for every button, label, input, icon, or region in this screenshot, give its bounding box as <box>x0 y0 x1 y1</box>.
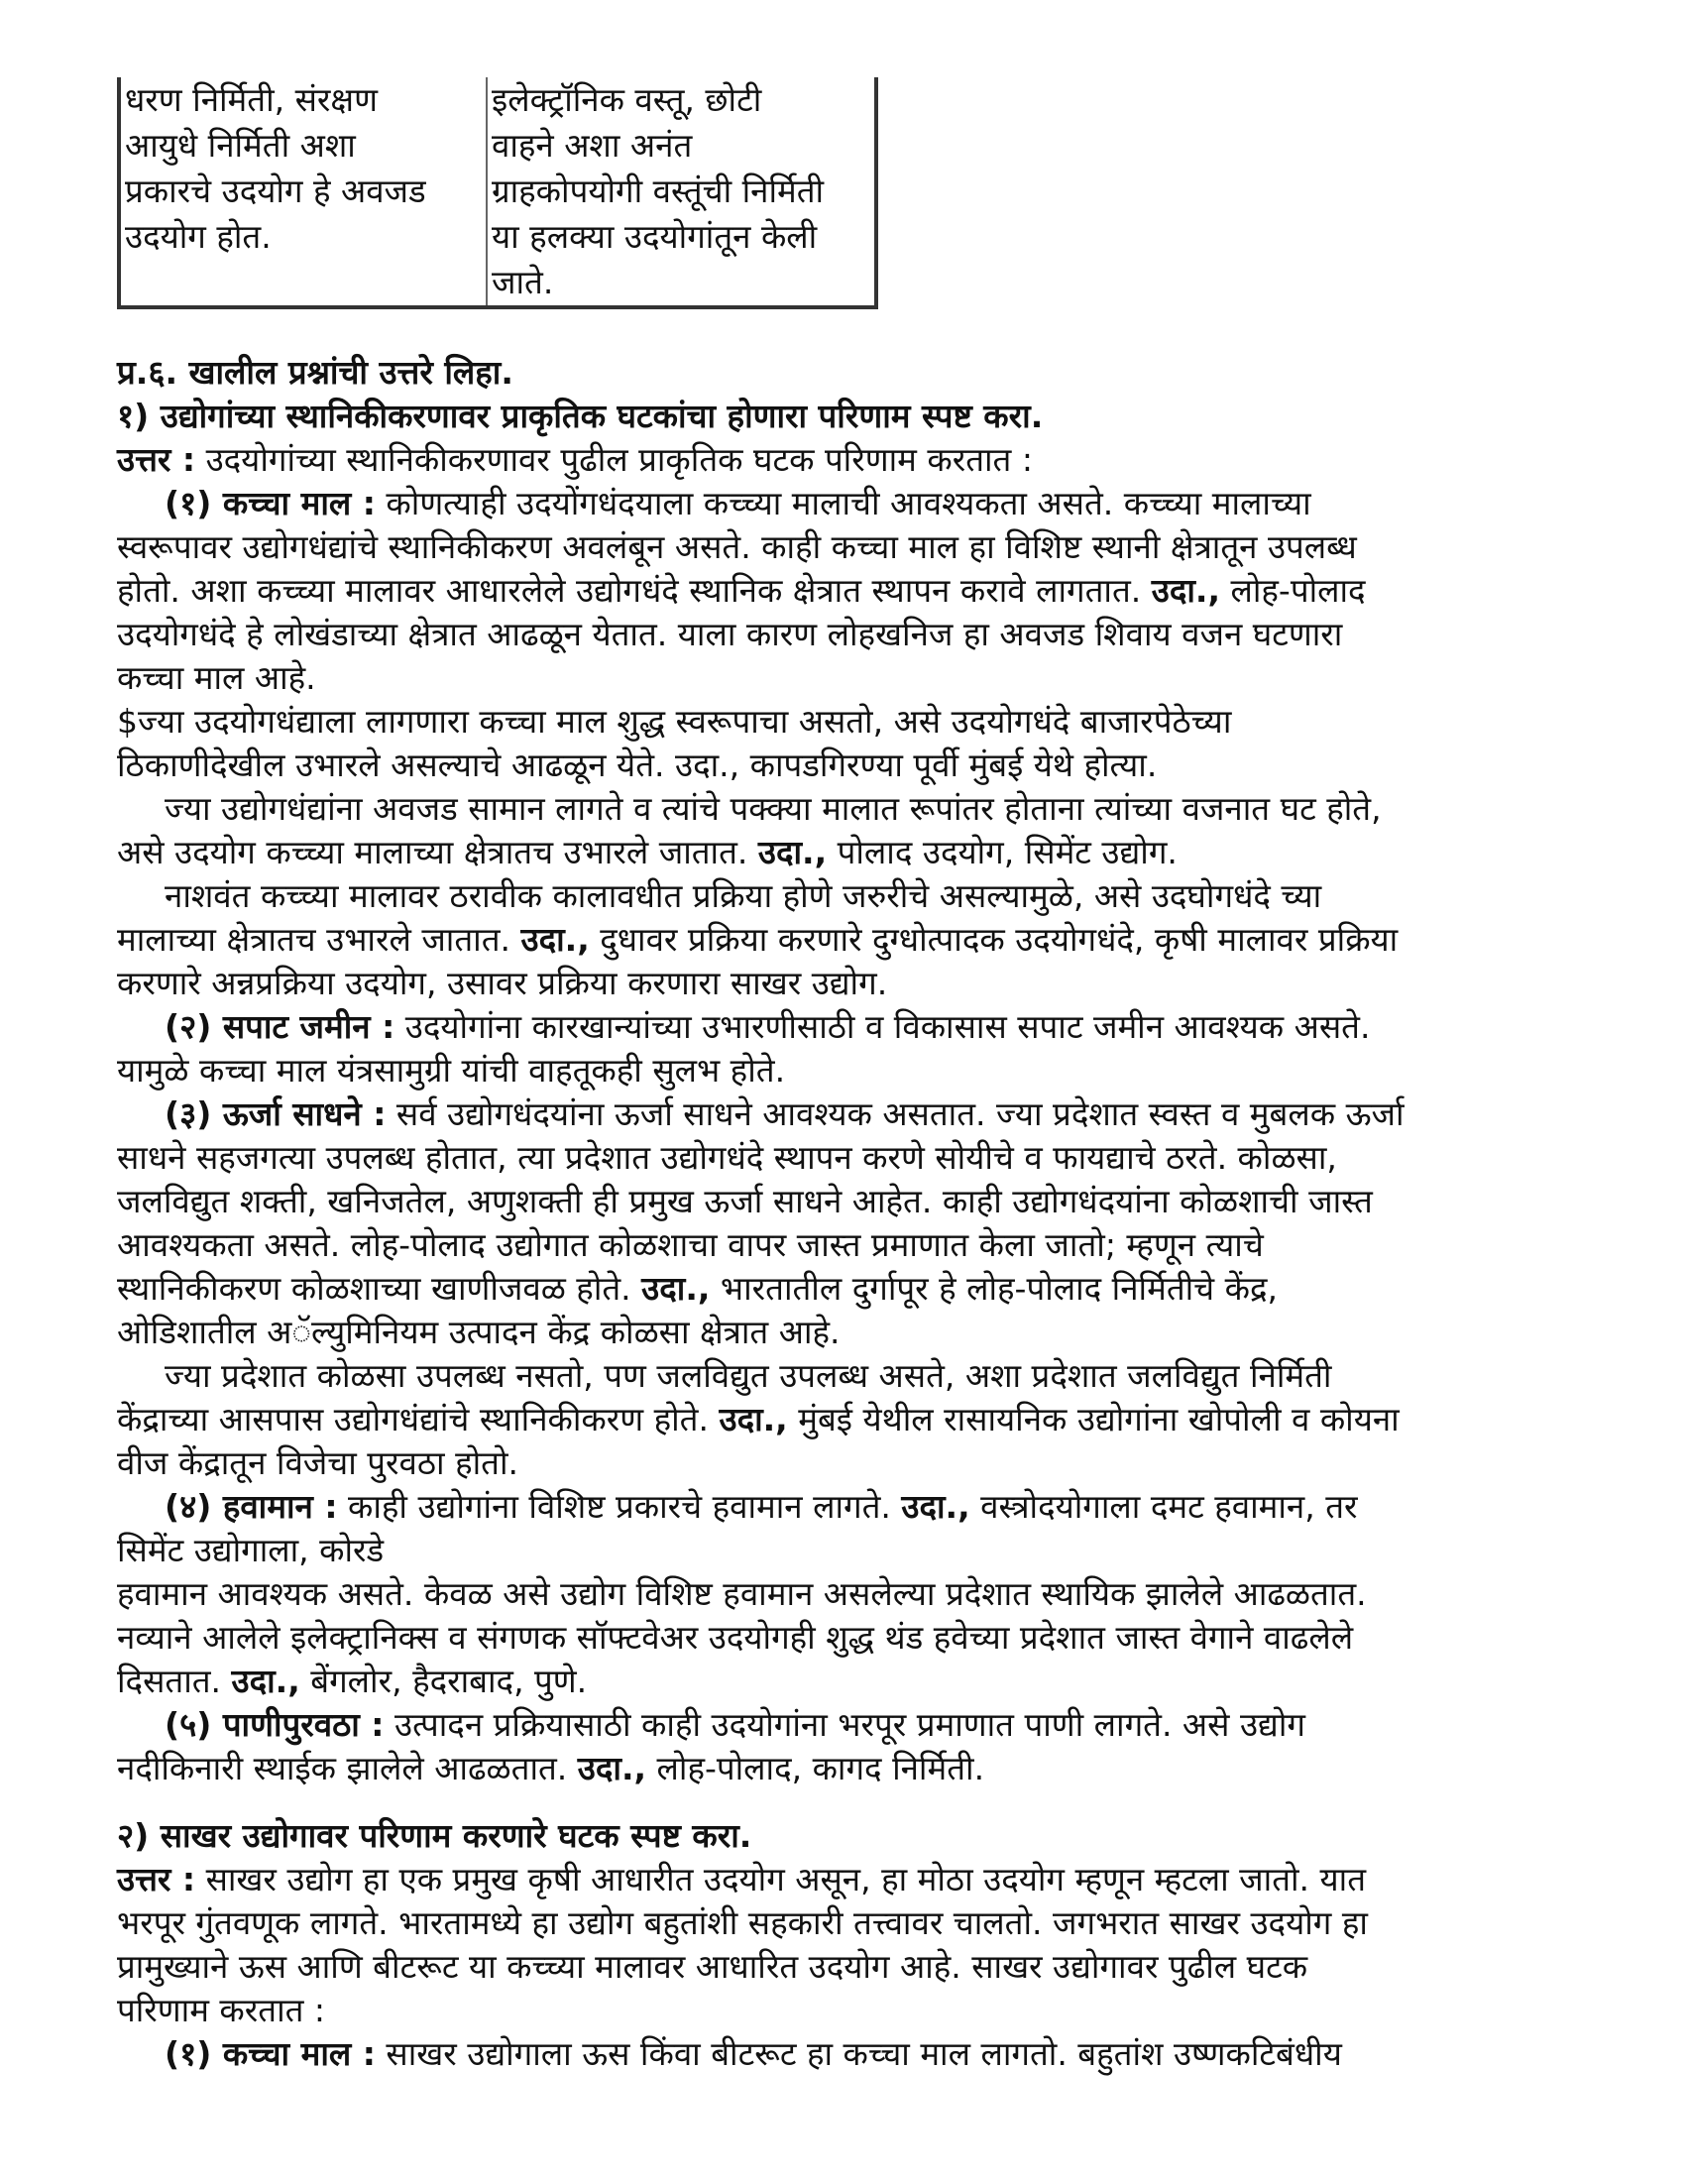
text-line: केंद्राच्या आसपास उद्योगधंद्यांचे स्थानिकीकरण होते. उदा., मुंबई येथील रासायनिक उद्योगांना खोपोली व कोयना <box>117 1400 1400 1438</box>
point-label: (३) ऊर्जा साधने : <box>165 1094 387 1133</box>
text-line: कच्चा माल आहे. <box>117 658 316 697</box>
cell-line: ग्राहकोपयोगी वस्तूंची निर्मिती <box>492 172 825 210</box>
text-line: दिसतात. उदा., बेंगलोर, हैदराबाद, पुणे. <box>117 1662 588 1700</box>
text-line: नाशवंत कच्च्या मालावर ठरावीक कालावधीत प्रक्रिया होणे जरुरीचे असल्यामुळे, असे उदघोगधंदे च्या <box>165 876 1322 915</box>
text-line: ज्या उद्योगधंद्यांना अवजड सामान लागते व त्यांचे पक्क्या मालात रूपांतर होताना त्यांच्या वजनात घट होते, <box>165 789 1382 828</box>
text-line: स्थानिकीकरण कोळशाच्या खाणीजवळ होते. उदा., भारतातील दुर्गापूर हे लोह-पोलाद निर्मितीचे केंद्र, <box>117 1269 1278 1308</box>
text-line: ज्या प्रदेशात कोळसा उपलब्ध नसतो, पण जलविद्युत उपलब्ध असते, अशा प्रदेशात जलविद्युत निर्मिती <box>165 1356 1332 1395</box>
paragraph-energy: (३) ऊर्जा साधने : सर्व उद्योगधंदयांना ऊर्जा साधने आवश्यक असतात. ज्या प्रदेशात स्वस्त व मुबलक ऊर्जा <box>165 1094 1405 1133</box>
answer-label: उत्तर : <box>117 440 196 479</box>
question-2-title: २) साखर उद्योगावर परिणाम करणारे घटक स्पष्ट करा. <box>117 1816 752 1855</box>
text-line: होतो. अशा कच्च्या मालावर आधारलेले उद्योगधंदे स्थानिक क्षेत्रात स्थापन करावे लागतात. उदा., लोह-पोलाद <box>117 571 1366 610</box>
example-label: उदा., <box>901 1487 970 1526</box>
example-label: उदा., <box>577 1749 647 1787</box>
text-line: असे उदयोग कच्च्या मालाच्या क्षेत्रातच उभारले जातात. उदा., पोलाद उदयोग, सिमेंट उद्योग. <box>117 833 1178 871</box>
question-1-title: १) उद्योगांच्या स्थानिकीकरणावर प्राकृतिक घटकांचा होणारा परिणाम स्पष्ट करा. <box>117 397 1044 435</box>
question-1-answer-intro: उत्तर : उदयोगांच्या स्थानिकीकरणावर पुढील प्राकृतिक घटक परिणाम करतात : <box>117 440 1033 479</box>
paragraph-sugar-raw-material: (१) कच्चा माल : साखर उद्योगाला ऊस किंवा बीटरूट हा कच्चा माल लागतो. बहुतांश उष्णकटिबंधीय <box>165 2034 1342 2073</box>
text-line: भरपूर गुंतवणूक लागते. भारतामध्ये हा उद्योग बहुतांशी सहकारी तत्त्वावर चालतो. जगभरात साखर उदयोग हा <box>117 1903 1368 1942</box>
table-row <box>119 77 876 307</box>
example-label: उदा., <box>641 1269 711 1308</box>
cell-line: जाते. <box>492 263 554 301</box>
comparison-table-fragment <box>117 77 878 309</box>
example-label: उदा., <box>719 1400 788 1438</box>
text-line: हवामान आवश्यक असते. केवळ असे उद्योग विशिष्ट हवामान असलेल्या प्रदेशात स्थायिक झालेले आढळतात. <box>117 1574 1367 1613</box>
example-label: उदा., <box>757 833 828 871</box>
text-line: स्वरूपावर उद्योगधंद्यांचे स्थानिकीकरण अवलंबून असते. काही कच्चा माल हा विशिष्ट स्थानी क्षेत्रातून उपलब्ध <box>117 527 1357 566</box>
paragraph-raw-material: (१) कच्चा माल : कोणत्याही उदयोंगधंदयाला कच्च्या मालाची आवश्यकता असते. कच्च्या मालाच्या <box>165 484 1311 522</box>
cell-line: आयुधे निर्मिती अशा <box>125 126 356 165</box>
paragraph-water-supply: (५) पाणीपुरवठा : उत्पादन प्रक्रियासाठी काही उदयोगांना भरपूर प्रमाणात पाणी लागते. असे उद्योग <box>165 1705 1305 1744</box>
point-label: (४) हवामान : <box>165 1487 338 1526</box>
answer-label: उत्तर : <box>117 1860 196 1898</box>
question-2-answer: उत्तर : साखर उद्योग हा एक प्रमुख कृषी आधारीत उदयोग असून, हा मोठा उदयोग म्हणून म्हटला जातो. यात <box>117 1860 1367 1898</box>
text-line: प्रामुख्याने ऊस आणि बीटरूट या कच्च्या मालावर आधारित उदयोग आहे. साखर उद्योगावर पुढील घटक <box>117 1947 1308 1986</box>
section-heading: प्र.६. खालील प्रश्नांची उत्तरे लिहा. <box>117 353 513 392</box>
text-line: वीज केंद्रातून विजेचा पुरवठा होतो. <box>117 1443 518 1482</box>
cell-line: धरण निर्मिती, संरक्षण <box>125 80 378 119</box>
text-line: $ज्या उदयोगधंद्याला लागणारा कच्चा माल शुद्ध स्वरूपाचा असतो, असे उदयोगधंदे बाजारपेठेच्या <box>117 702 1232 741</box>
text-line: ठिकाणीदेखील उभारले असल्याचे आढळून येते. उदा., कापडगिरण्या पूर्वी मुंबई येथे होत्या. <box>117 746 1158 784</box>
text-line: उदयोगधंदे हे लोखंडाच्या क्षेत्रात आढळून येतात. याला कारण लोहखनिज हा अवजड शिवाय वजन घटणारा <box>117 615 1343 653</box>
point-label: (५) पाणीपुरवठा : <box>165 1705 385 1744</box>
text-line: सिमेंट उद्योगाला, कोरडे <box>117 1531 385 1569</box>
example-label: उदा., <box>520 920 590 959</box>
text-line: यामुळे कच्चा माल यंत्रसामुग्री यांची वाहतूकही सुलभ होते. <box>117 1051 786 1090</box>
cell-line: उदयोग होत. <box>125 217 272 256</box>
paragraph-climate: (४) हवामान : काही उद्योगांना विशिष्ट प्रकारचे हवामान लागते. उदा., वस्त्रोदयोगाला दमट हवामान, तर <box>165 1487 1358 1526</box>
text-line: नव्याने आलेले इलेक्ट्रानिक्स व संगणक सॉफ्टवेअर उदयोगही शुद्ध थंड हवेच्या प्रदेशात जास्त वेगाने वाढलेले <box>117 1618 1354 1657</box>
text-line: आवश्यकता असते. लोह-पोलाद उद्योगात कोळशाचा वापर जास्त प्रमाणात केला जातो; म्हणून त्याचे <box>117 1225 1264 1264</box>
cell-line: वाहने अशा अनंत <box>492 126 693 165</box>
cell-line: इलेक्ट्रॉनिक वस्तू, छोटी <box>492 80 762 119</box>
cell-line: प्रकारचे उदयोग हे अवजड <box>125 172 426 210</box>
text-line: ओडिशातील अॅल्युमिनियम उत्पादन केंद्र कोळसा क्षेत्रात आहे. <box>117 1313 841 1351</box>
text-line: परिणाम करतात : <box>117 1991 326 2029</box>
point-label: (१) कच्चा माल : <box>165 2034 376 2073</box>
point-label: (१) कच्चा माल : <box>165 484 376 522</box>
table-cell-right <box>487 77 876 307</box>
text-line: नदीकिनारी स्थाईक झालेले आढळतात. उदा., लोह-पोलाद, कागद निर्मिती. <box>117 1749 985 1787</box>
text-line: साधने सहजगत्या उपलब्ध होतात, त्या प्रदेशात उद्योगधंदे स्थापन करणे सोयीचे व फायद्याचे ठरते. कोळसा, <box>117 1138 1337 1177</box>
paragraph-flat-land: (२) सपाट जमीन : उदयोगांना कारखान्यांच्या उभारणीसाठी व विकासास सपाट जमीन आवश्यक असते. <box>165 1007 1371 1046</box>
table-cell-left <box>119 77 487 307</box>
example-label: उदा., <box>1151 571 1220 610</box>
point-label: (२) सपाट जमीन : <box>165 1007 395 1046</box>
text-line: जलविद्युत शक्ती, खनिजतेल, अणुशक्ती ही प्रमुख ऊर्जा साधने आहेत. काही उद्योगधंदयांना कोळशाची जास्त <box>117 1182 1373 1220</box>
cell-line: या हलक्या उदयोगांतून केली <box>492 217 818 256</box>
text-line: मालाच्या क्षेत्रातच उभारले जातात. उदा., दुधावर प्रक्रिया करणारे दुग्धोत्पादक उदयोगधंदे, कृषी मालावर प्रक्रिया <box>117 920 1399 959</box>
example-label: उदा., <box>231 1662 300 1700</box>
text-line: करणारे अन्नप्रक्रिया उदयोग, उसावर प्रक्रिया करणारा साखर उद्योग. <box>117 964 888 1002</box>
